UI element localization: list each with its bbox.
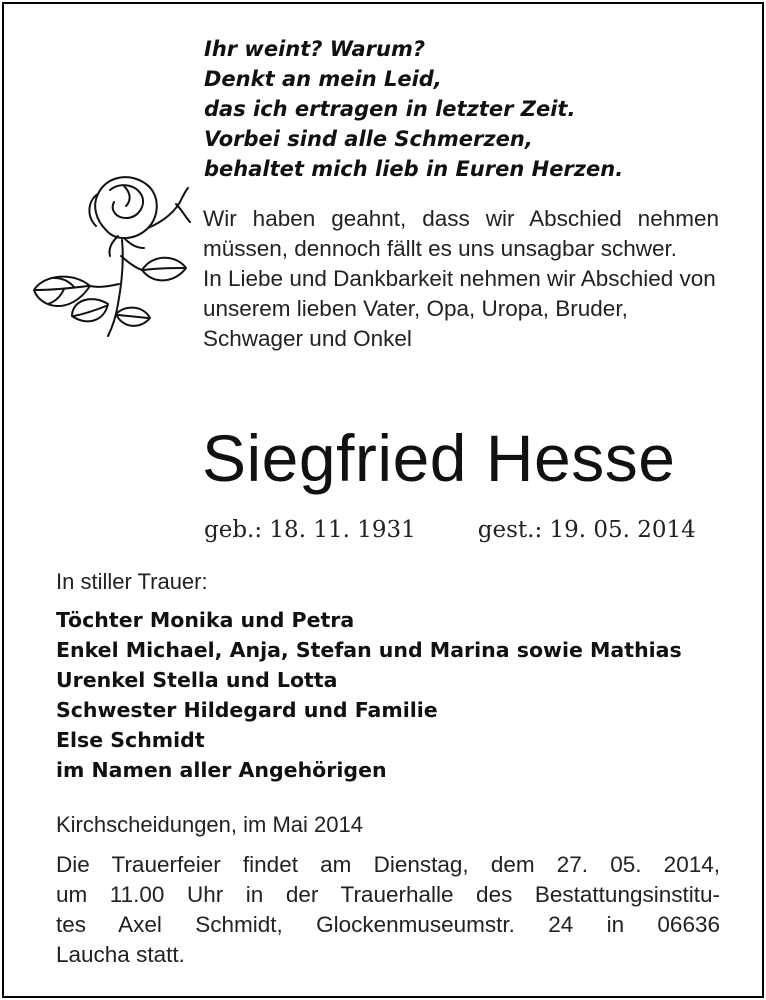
mourner-line: im Namen aller Angehörigen	[56, 758, 387, 782]
death-date: gest.: 19. 05. 2014	[477, 517, 696, 543]
poem-line: Vorbei sind alle Schmerzen,	[204, 127, 533, 151]
mourner-line: Else Schmidt	[56, 728, 205, 752]
intro-text	[203, 204, 719, 354]
mourner-line: Töchter Monika und Petra	[56, 608, 355, 632]
intro-paragraph: In Liebe und Dankbarkeit nehmen wir Abschied von unserem lieben Vater, Opa, Uropa, Bruder, Schwager und Onkel	[203, 266, 716, 351]
intro-paragraph: Wir haben geahnt, dass wir Abschied nehmen müssen, dennoch fällt es uns unsagbar schwer.	[203, 206, 719, 261]
funeral-line: tes Axel Schmidt, Glockenmuseumstr. 24 in 06636	[56, 912, 720, 937]
place-date: Kirchscheidungen, im Mai 2014	[56, 812, 363, 837]
funeral-line: Laucha statt.	[56, 942, 185, 967]
mourner-line: Schwester Hildegard und Familie	[56, 698, 438, 722]
birth-date: geb.: 18. 11. 1931	[204, 517, 416, 543]
mourning-label: In stiller Trauer:	[56, 569, 208, 594]
poem-line: behaltet mich lieb in Euren Herzen.	[204, 157, 624, 181]
funeral-line: Die Trauerfeier findet am Dienstag, dem 27. 05. 2014,	[56, 852, 720, 877]
mourner-line: Enkel Michael, Anja, Stefan und Marina sowie Mathias	[56, 638, 682, 662]
poem-line: das ich ertragen in letzter Zeit.	[204, 97, 576, 121]
poem	[204, 34, 623, 184]
rose-icon	[26, 164, 206, 344]
mourner-line: Urenkel Stella und Lotta	[56, 668, 338, 692]
funeral-info	[56, 850, 720, 970]
poem-line: Denkt an mein Leid,	[204, 67, 442, 91]
deceased-name: Siegfried Hesse	[202, 421, 676, 495]
obituary-notice	[2, 2, 764, 998]
mourners-list	[56, 605, 682, 785]
poem-line: Ihr weint? Warum?	[204, 37, 426, 61]
life-dates	[204, 512, 696, 548]
funeral-line: um 11.00 Uhr in der Trauerhalle des Bestattungsinstitu-	[56, 882, 720, 907]
